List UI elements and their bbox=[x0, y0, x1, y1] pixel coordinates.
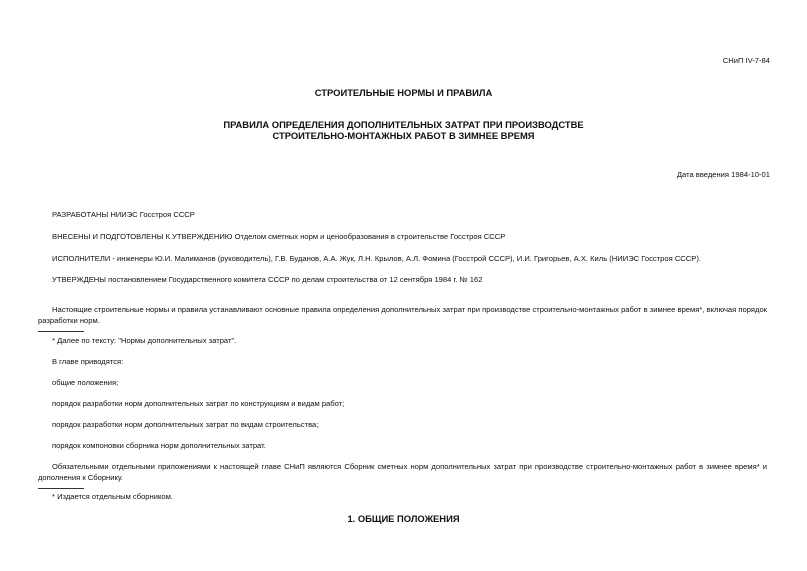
list-item: порядок разработки норм дополнительных затрат по конструкциям и видам работ; bbox=[52, 399, 345, 408]
footnote-rule bbox=[38, 488, 84, 489]
executors: ИСПОЛНИТЕЛИ - инженеры Ю.И. Малиманов (руководитель), Г.В. Буданов, А.А. Жук, Л.Н. Крылов, А.Л. Фомина (Госстрой СССР), И.И. Григорьев, А.Х. Киль (НИИЭС Госстроя СССР). bbox=[52, 254, 701, 263]
document-subtitle bbox=[0, 119, 807, 141]
submitted-by: ВНЕСЕНЫ И ПОДГОТОВЛЕНЫ К УТВЕРЖДЕНИЮ Отделом сметных норм и ценообразования в строительстве Госстроя СССР bbox=[52, 232, 506, 241]
list-item: общие положения; bbox=[52, 378, 119, 387]
document-code: СНиП IV-7-84 bbox=[722, 56, 770, 65]
approved-by: УТВЕРЖДЕНЫ постановлением Государственного комитета СССР по делам строительства от 12 сентября 1984 г. № 162 bbox=[52, 275, 483, 284]
appendix-paragraph: Обязательными отдельными приложениями к настоящей главе СНиП являются Сборник сметных норм дополнительных затрат при производстве строительно-монтажных работ в зимнее время* и дополнения к Сборнику. bbox=[38, 462, 767, 482]
developed-by: РАЗРАБОТАНЫ НИИЭС Госстроя СССР bbox=[52, 210, 195, 219]
list-item: порядок разработки норм дополнительных затрат по видам строительства; bbox=[52, 420, 319, 429]
footnote-rule bbox=[38, 331, 84, 332]
chapter-contains: В главе приводятся: bbox=[52, 357, 124, 366]
section-heading: 1. ОБЩИЕ ПОЛОЖЕНИЯ bbox=[347, 513, 460, 524]
introduction-date: Дата введения 1984-10-01 bbox=[676, 170, 770, 179]
footnote-2: * Издается отдельным сборником. bbox=[52, 492, 173, 501]
footnote-1: * Далее по тексту: "Нормы дополнительных затрат". bbox=[52, 336, 237, 345]
list-item: порядок компоновки сборника норм дополнительных затрат. bbox=[52, 441, 266, 450]
subtitle-line-2: СТРОИТЕЛЬНО-МОНТАЖНЫХ РАБОТ В ЗИМНЕЕ ВРЕМЯ bbox=[272, 130, 535, 141]
main-title: СТРОИТЕЛЬНЫЕ НОРМЫ И ПРАВИЛА bbox=[314, 87, 493, 98]
subtitle-line-1: ПРАВИЛА ОПРЕДЕЛЕНИЯ ДОПОЛНИТЕЛЬНЫХ ЗАТРАТ ПРИ ПРОИЗВОДСТВЕ bbox=[223, 119, 584, 130]
intro-paragraph: Настоящие строительные нормы и правила устанавливают основные правила определения дополнительных затрат при производстве строительно-монтажных работ в зимнее время*, включая порядок разработки норм. bbox=[38, 305, 767, 325]
